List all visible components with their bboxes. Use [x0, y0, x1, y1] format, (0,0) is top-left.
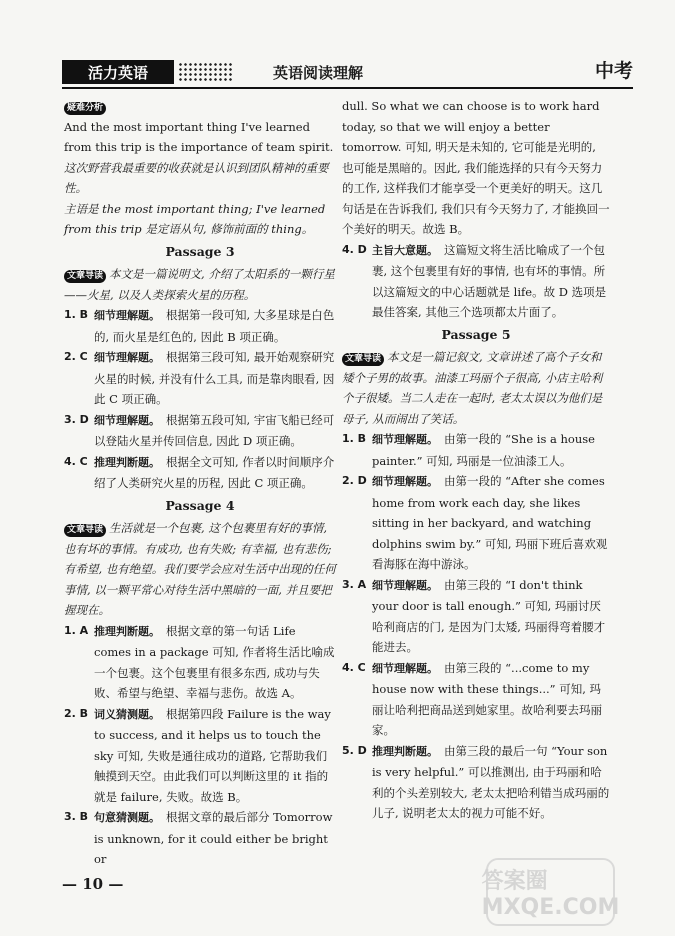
header-rule	[62, 87, 633, 89]
passage-4-q3-continued: dull. So what we can choose is to work hard today, so that we will enjoy a better tomorrow. 可知, 明天是未知的, 它可能是光明的, 也可能是黑暗的。因此, 我们能选择的只有今天努力的工作, 这样我们才能享受一个更美好的明天。这几句话是在告诉我们, 我们只有今天努力了, 才能换回一个美好的明天。故选 B。	[342, 99, 610, 236]
passage-3-guide-tag: 文章导读	[64, 270, 106, 283]
passage-3-title: Passage 3	[165, 243, 235, 259]
difficulty-analysis-tag: 疑难分析	[64, 102, 106, 115]
intro-english: And the most important thing I've learned from this trip is the importance of team spirit.	[64, 119, 334, 154]
watermark-logo: 答案圈 MXQE.COM	[486, 858, 615, 926]
answer-item: 1. A 推理判断题。 根据文章的第一句话 Life comes in a package 可知, 作者将生活比喻成一个包裹。这个包裹里有很多东西, 成功与失败、希望与绝望、幸福与悲伤。故选 A。	[64, 623, 335, 700]
page-number: — 10 —	[62, 875, 124, 893]
passage-4-guide-tag: 文章导读	[64, 524, 106, 537]
answer-item: 1. B 细节理解题。 由第一段的 “She is a house painter.” 可知, 玛丽是一位油漆工人。	[342, 432, 595, 468]
page-header	[62, 58, 633, 86]
passage-4-title: Passage 4	[165, 497, 235, 513]
series-title: 活力英语	[62, 60, 174, 84]
intro-chinese: 这次野营我最重要的收获就是认识到团队精神的重要性。	[64, 160, 329, 195]
passage-5-guide-tag: 文章导读	[342, 353, 384, 366]
passage-5-title: Passage 5	[441, 326, 511, 342]
answer-item: 4. D 主旨大意题。 这篇短文将生活比喻成了一个包裹, 这个包裹里有好的事情, 也有坏的事情。所以这篇短文的中心话题就是 life。故 D 选项是最佳答案, 其他三个选项都太片面了。	[342, 242, 607, 319]
passage-5-summary: 本文是一篇记叙文, 文章讲述了高个子女和矮个子男的故事。油漆工玛丽个子很高, 小店主哈利个子很矮。当二人走在一起时, 老太太误以为他们是母子, 从而闹出了笑话。	[342, 350, 603, 426]
answer-item: 4. C 细节理解题。 由第三段的 “...come to my house now with these things...” 可知, 玛丽让哈利把商品送到她家里。故哈利要去玛丽家。	[342, 660, 602, 737]
section-title: 英语阅读理解	[272, 63, 363, 82]
decorative-dots	[178, 62, 234, 82]
passage-4-summary: 生活就是一个包裹, 这个包裹里有好的事情, 也有坏的事情。有成功, 也有失败; 有幸福, 也有悲伤; 有希望, 也有绝望。我们要学会应对生活中出现的任何事情, 以一颗平常心对待生活中黑暗的一面, 并且要把握现在。	[64, 521, 336, 617]
answer-item: 2. C 细节理解题。 根据第三段可知, 最开始观察研究火星的时候, 并没有什么工具, 而是靠肉眼看, 因此 C 项正确。	[64, 350, 335, 406]
grammar-note: 主语是 the most important thing; I've learned from this trip 是定语从句, 修饰前面的 thing。	[64, 201, 326, 236]
answer-item: 3. B 句意猜测题。 根据文章的最后部分 Tomorrow is unknown, for it could either be bright or	[64, 810, 333, 866]
answer-item: 1. B 细节理解题。 根据第一段可知, 大多星球是白色的, 而火星是红色的, 因此 B 项正确。	[64, 308, 335, 344]
answer-item: 3. D 细节理解题。 根据第五段可知, 宇宙飞船已经可以登陆火星并传回信息, 因此 D 项正确。	[64, 412, 335, 448]
left-column	[64, 96, 336, 870]
exam-label: 中考	[594, 60, 633, 82]
answer-item: 5. D 推理判断题。 由第三段的最后一句 “Your son is very helpful.” 可以推测出, 由于玛丽和哈利的个头差别较大, 老太太把哈利错当成玛丽的儿子, 说明老太太的视力可能不好。	[342, 743, 610, 820]
answer-item: 2. B 词义猜测题。 根据第四段 Failure is the way to success, and it helps us to touch the sky 可知, 失败是通往成功的道路, 它帮助我们触摸到天空。由此我们可以判断这里的 it 指的就是 failure, 失败。故选 B。	[64, 706, 331, 804]
answer-item: 4. C 推理判断题。 根据全文可知, 作者以时间顺序介绍了人类研究火星的历程, 因此 C 项正确。	[64, 454, 335, 490]
right-column	[342, 96, 610, 824]
passage-3-summary: 本文是一篇说明文, 介绍了太阳系的一颗行星——火星, 以及人类探索火星的历程。	[64, 267, 335, 302]
answer-item: 3. A 细节理解题。 由第三段的 “I don't think your door is tall enough.” 可知, 玛丽讨厌哈利商店的门, 是因为门太矮, 玛丽得弯着腰才能进去。	[342, 577, 606, 654]
answer-item: 2. D 细节理解题。 由第一段的 “After she comes home from work each day, she likes sitting in her backyard, and watching dolphins swim by.” 可知, 玛丽下班后喜欢观看海豚在海中游泳。	[342, 474, 608, 571]
